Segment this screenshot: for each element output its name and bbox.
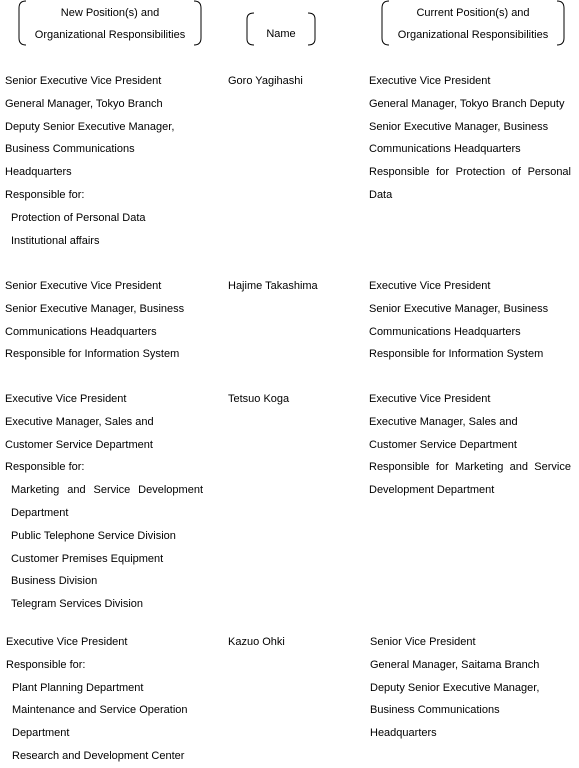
text-line: Institutional affairs	[11, 234, 100, 247]
text-line: General Manager, Saitama Branch	[370, 658, 540, 671]
text-line: Headquarters	[5, 166, 72, 179]
entry-3-current	[369, 388, 571, 502]
header-current-position	[381, 0, 565, 46]
text-line: Responsible for Protection of Personal	[369, 166, 571, 179]
text-line: Senior Executive Vice President	[5, 75, 162, 87]
text-line: Responsible for:	[5, 188, 85, 201]
header-current-line1: Current Position(s) and	[416, 7, 530, 19]
text-line: Business Division	[11, 575, 98, 588]
text-line: Executive Vice President	[5, 393, 127, 405]
text-line: Data	[369, 188, 393, 201]
text-line: Senior Executive Vice President	[5, 280, 162, 292]
text-line: Marketing and Service Development	[11, 484, 203, 497]
text-line: Headquarters	[370, 727, 437, 740]
text-line: Executive Vice President	[369, 393, 491, 405]
header-new-position	[18, 0, 202, 46]
text-line: Protection of Personal Data	[11, 211, 146, 224]
header-new-line2: Organizational Responsibilities	[34, 29, 186, 41]
text-line: Department	[11, 506, 69, 519]
entry-2-name	[228, 275, 318, 298]
text-line: Customer Service Department	[5, 438, 153, 451]
text-line: Deputy Senior Executive Manager,	[5, 120, 175, 133]
text-line: Executive Manager, Sales and	[5, 415, 154, 428]
text-line: Public Telephone Service Division	[11, 529, 176, 542]
text-line: Executive Manager, Sales and	[369, 415, 518, 428]
entry-4-current	[370, 631, 572, 745]
text-line: Communications Headquarters	[369, 143, 521, 156]
header-current-line2: Organizational Responsibilities	[397, 29, 549, 41]
entry-2-current	[369, 275, 571, 366]
text-line: Senior Executive Manager, Business	[369, 120, 549, 133]
entry-4-new	[6, 631, 221, 768]
header-name	[246, 12, 316, 46]
text-line: Responsible for Information System	[369, 348, 544, 361]
entry-3-new	[5, 388, 203, 616]
text-line: Business Communications	[370, 704, 500, 717]
text-line: Responsible for Information System	[5, 348, 180, 361]
text-line: Plant Planning Department	[12, 681, 144, 694]
text-line: Executive Vice President	[369, 280, 491, 292]
entry-4-name	[228, 631, 285, 654]
text-line: Senior Vice President	[370, 636, 476, 648]
person-name: Hajime Takashima	[228, 280, 318, 292]
text-line: Senior Executive Manager, Business	[5, 302, 185, 315]
text-line: General Manager, Tokyo Branch Deputy	[369, 97, 565, 110]
text-line: Research and Development Center	[12, 749, 185, 762]
entry-1-name	[228, 70, 303, 93]
text-line: Senior Executive Manager, Business	[369, 302, 549, 315]
entry-1-current	[369, 70, 571, 207]
text-line: General Manager, Tokyo Branch	[5, 97, 163, 110]
text-line: Telegram Services Division	[11, 598, 144, 611]
header-name-label: Name	[266, 28, 296, 40]
text-line: Maintenance and Service Operation	[12, 704, 188, 717]
text-line: Executive Vice President	[369, 75, 491, 87]
text-line: Development Department	[369, 484, 495, 497]
entry-1-new	[5, 70, 220, 252]
text-line: Customer Premises Equipment	[11, 552, 164, 565]
text-line: Responsible for Marketing and Service	[369, 461, 571, 474]
person-name: Tetsuo Koga	[228, 393, 290, 405]
entry-2-new	[5, 275, 220, 366]
text-line: Responsible for:	[6, 658, 86, 671]
entry-3-name	[228, 388, 289, 411]
text-line: Communications Headquarters	[5, 325, 157, 338]
text-line: Communications Headquarters	[369, 325, 521, 338]
text-line: Responsible for:	[5, 461, 85, 474]
text-line: Department	[12, 727, 70, 740]
text-line: Customer Service Department	[369, 438, 517, 451]
header-new-line1: New Position(s) and	[60, 7, 160, 19]
text-line: Executive Vice President	[6, 636, 128, 648]
text-line: Business Communications	[5, 143, 135, 156]
person-name: Kazuo Ohki	[228, 636, 285, 648]
text-line: Deputy Senior Executive Manager,	[370, 681, 540, 694]
person-name: Goro Yagihashi	[228, 75, 303, 87]
